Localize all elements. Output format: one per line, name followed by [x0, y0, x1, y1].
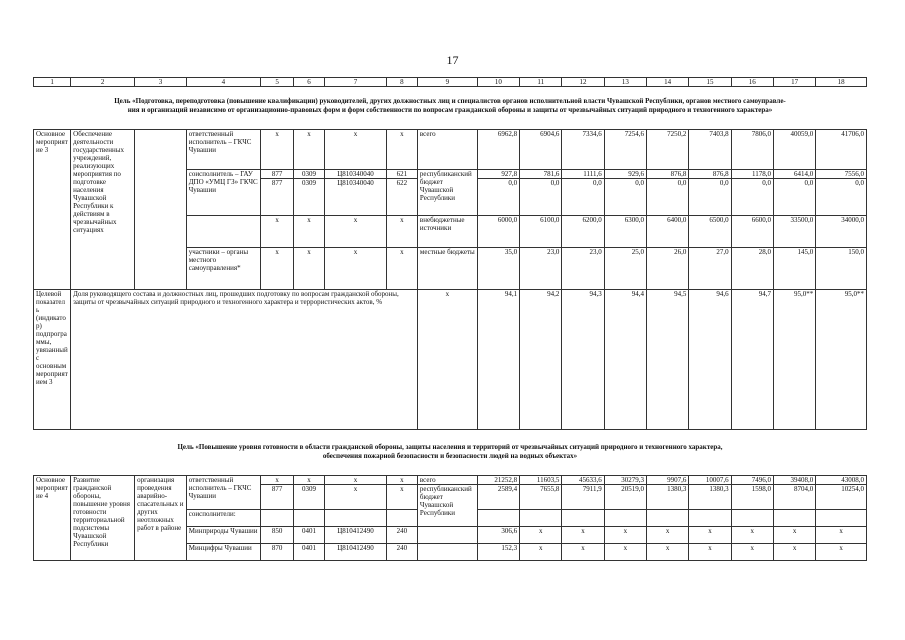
value-cell — [647, 510, 689, 527]
indicator-value-cell: 94,7 — [731, 290, 773, 430]
code-cell: Ц810412490 — [325, 544, 387, 561]
value-cell: 1178,0 — [731, 170, 773, 179]
source-cell: местные бюджеты — [417, 248, 477, 290]
code-cell: x — [294, 248, 325, 290]
value-cell: 7403,8 — [689, 130, 731, 170]
indicator-value-cell: 94,6 — [689, 290, 731, 430]
executor-cell: Минцифры Чувашии — [186, 544, 260, 561]
code-cell: x — [261, 216, 294, 248]
value-cell: 929,6 — [604, 170, 646, 179]
value-cell: 20519,0 — [604, 485, 646, 510]
value-cell: 43008,0 — [816, 476, 867, 485]
source-cell: всего — [417, 476, 477, 485]
code-cell: 870 — [261, 544, 294, 561]
value-cell — [604, 510, 646, 527]
value-cell: 927,8 — [477, 170, 519, 179]
column-number-cell: 11 — [520, 78, 562, 87]
value-cell — [731, 510, 773, 527]
column-number-cell: 14 — [647, 78, 689, 87]
goal-2-line-2: обеспечения пожарной безопасности и безопасности людей на водных объектах» — [322, 452, 578, 460]
main-event-3-table — [33, 129, 867, 430]
value-cell: 7556,0 — [816, 170, 867, 179]
code-cell: x — [325, 476, 387, 485]
code-cell: Ц810340040 — [325, 179, 387, 216]
indicator-value-cell: 94,2 — [520, 290, 562, 430]
event-kind-cell: Основное мероприятие 3 — [34, 130, 71, 290]
value-cell: x — [773, 544, 815, 561]
main-event-4-table — [33, 475, 867, 561]
value-cell: 23,0 — [520, 248, 562, 290]
value-cell: 10254,0 — [816, 485, 867, 510]
value-cell: 7250,2 — [647, 130, 689, 170]
value-cell: 28,0 — [731, 248, 773, 290]
column-number-cell: 4 — [186, 78, 260, 87]
value-cell: 7911,9 — [562, 485, 604, 510]
value-cell: 45633,6 — [562, 476, 604, 485]
value-cell: 7806,0 — [731, 130, 773, 170]
code-cell: 621 — [386, 170, 417, 179]
value-cell: x — [731, 527, 773, 544]
value-cell: 0,0 — [562, 179, 604, 216]
code-cell: x — [386, 216, 417, 248]
value-cell: 7496,0 — [731, 476, 773, 485]
code-cell: 0309 — [294, 485, 325, 510]
source-cell — [417, 544, 477, 561]
code-cell: 0309 — [294, 179, 325, 216]
value-cell: 30279,3 — [604, 476, 646, 485]
value-cell: 40059,0 — [773, 130, 815, 170]
executor-cell — [186, 216, 260, 248]
code-cell: x — [386, 485, 417, 510]
value-cell: x — [604, 527, 646, 544]
value-cell: 6300,0 — [604, 216, 646, 248]
source-cell: республиканский бюджет Чувашской Республики — [417, 485, 477, 527]
value-cell: 150,0 — [816, 248, 867, 290]
value-cell: 306,6 — [477, 527, 519, 544]
event-title-cell: Обеспечение деятельности государственных учреждений, реализующих мероприятия по подготовке населения Чувашской Республики к действиям в чрезвычайных ситуациях — [71, 130, 135, 290]
value-cell: 7655,8 — [520, 485, 562, 510]
source-cell: республиканский бюджет Чувашской Республики — [417, 170, 477, 216]
value-cell: x — [562, 544, 604, 561]
value-cell: 41706,0 — [816, 130, 867, 170]
code-cell — [294, 510, 325, 527]
value-cell: 26,0 — [647, 248, 689, 290]
indicator-value-cell: 94,4 — [604, 290, 646, 430]
code-cell: x — [325, 216, 387, 248]
code-cell: x — [386, 248, 417, 290]
page-number: 17 — [446, 53, 459, 67]
value-cell: 6400,0 — [647, 216, 689, 248]
code-cell: x — [294, 476, 325, 485]
value-cell: 9907,6 — [647, 476, 689, 485]
source-cell: внебюджетные источники — [417, 216, 477, 248]
value-cell: 781,6 — [520, 170, 562, 179]
code-cell: 850 — [261, 527, 294, 544]
value-cell: x — [689, 544, 731, 561]
code-cell: x — [261, 248, 294, 290]
value-cell: x — [773, 527, 815, 544]
goal-heading-2 — [40, 443, 860, 461]
indicator-value-cell: 94,3 — [562, 290, 604, 430]
code-cell: x — [261, 130, 294, 170]
code-cell: x — [294, 130, 325, 170]
value-cell: x — [647, 544, 689, 561]
value-cell: 2589,4 — [477, 485, 519, 510]
value-cell: 7334,6 — [562, 130, 604, 170]
code-cell: 0309 — [294, 170, 325, 179]
column-number-cell: 15 — [689, 78, 731, 87]
executor-cell: Минприроды Чувашии — [186, 527, 260, 544]
value-cell: 11603,5 — [520, 476, 562, 485]
column-number-cell: 12 — [562, 78, 604, 87]
value-cell: 25,0 — [604, 248, 646, 290]
code-cell: 622 — [386, 179, 417, 216]
value-cell: 1598,0 — [731, 485, 773, 510]
code-cell: x — [325, 485, 387, 510]
value-cell — [520, 510, 562, 527]
goal-2-line-1: Цель «Повышение уровня готовности в области гражданской обороны, защиты населения и территорий от чрезвычайных ситуаций природного и техногенного характера, — [177, 443, 723, 451]
value-cell: 152,3 — [477, 544, 519, 561]
value-cell: 10007,6 — [689, 476, 731, 485]
value-cell: 6500,0 — [689, 216, 731, 248]
value-cell: 6962,8 — [477, 130, 519, 170]
value-cell: 876,8 — [689, 170, 731, 179]
value-cell: 1380,3 — [689, 485, 731, 510]
value-cell: 39408,0 — [773, 476, 815, 485]
value-cell: x — [816, 544, 867, 561]
value-cell: x — [731, 544, 773, 561]
value-cell: 0,0 — [731, 179, 773, 216]
value-cell — [773, 510, 815, 527]
column-number-cell: 8 — [386, 78, 417, 87]
code-cell: x — [325, 130, 387, 170]
code-cell: 0401 — [294, 527, 325, 544]
code-cell: x — [294, 216, 325, 248]
code-cell: 877 — [261, 179, 294, 216]
value-cell: 33500,0 — [773, 216, 815, 248]
value-cell: 7254,6 — [604, 130, 646, 170]
executor-cell: соисполнители: — [186, 510, 260, 527]
column-number-cell: 13 — [604, 78, 646, 87]
value-cell: x — [520, 527, 562, 544]
value-cell: 6200,0 — [562, 216, 604, 248]
value-cell: 21252,8 — [477, 476, 519, 485]
code-cell: Ц810340040 — [325, 170, 387, 179]
table-row — [34, 130, 867, 170]
indicator-value-cell: 95,0** — [773, 290, 815, 430]
empty-cell — [135, 130, 187, 290]
value-cell: 0,0 — [604, 179, 646, 216]
code-cell: x — [325, 248, 387, 290]
code-cell: 0401 — [294, 544, 325, 561]
value-cell: 6414,0 — [773, 170, 815, 179]
executor-cell: ответственный исполнитель – ГКЧС Чувашии — [186, 476, 260, 510]
value-cell: 8704,0 — [773, 485, 815, 510]
value-cell: 6100,0 — [520, 216, 562, 248]
column-number-cell: 18 — [816, 78, 867, 87]
column-number-cell: 9 — [417, 78, 477, 87]
code-cell — [386, 510, 417, 527]
value-cell: 876,8 — [647, 170, 689, 179]
column-number-cell: 17 — [773, 78, 815, 87]
value-cell: 6600,0 — [731, 216, 773, 248]
value-cell: 27,0 — [689, 248, 731, 290]
value-cell: 6904,6 — [520, 130, 562, 170]
value-cell: 0,0 — [773, 179, 815, 216]
indicator-text-cell: Доля руководящего состава и должностных лиц, прошедших подготовку по вопросам гражданской обороны, защиты от чрезвычайных ситуаций природного и техногенного характера и террористических актов, % — [71, 290, 418, 430]
indicator-kind-cell: Целевой показатель (индикатор) подпрограммы, увязанный с основным мероприятием 3 — [34, 290, 71, 430]
value-cell: 0,0 — [647, 179, 689, 216]
goal-1-line-1: Цель «Подготовка, переподготовка (повышение квалификации) руководителей, других должностных лиц и специалистов органов исполнительной власти Чувашской Республики, органов местного самоуправле- — [114, 97, 786, 105]
value-cell: x — [604, 544, 646, 561]
indicator-unit-cell: x — [417, 290, 477, 430]
value-cell: 0,0 — [689, 179, 731, 216]
code-cell: 240 — [386, 544, 417, 561]
value-cell: 0,0 — [816, 179, 867, 216]
value-cell — [689, 510, 731, 527]
source-cell: всего — [417, 130, 477, 170]
executor-cell: участники – органы местного самоуправления* — [186, 248, 260, 290]
event-title-cell: Развитие гражданской обороны, повышение уровня готовности территориальной подсистемы Чувашской Республики — [71, 476, 135, 561]
indicator-value-cell: 94,5 — [647, 290, 689, 430]
code-cell: 877 — [261, 170, 294, 179]
column-number-cell: 6 — [294, 78, 325, 87]
source-cell — [417, 527, 477, 544]
value-cell — [477, 510, 519, 527]
code-cell: Ц810412490 — [325, 527, 387, 544]
value-cell: x — [647, 527, 689, 544]
code-cell: x — [386, 476, 417, 485]
value-cell: 1111,6 — [562, 170, 604, 179]
value-cell: 0,0 — [477, 179, 519, 216]
column-number-cell: 2 — [71, 78, 135, 87]
indicator-row — [34, 290, 867, 430]
value-cell: x — [562, 527, 604, 544]
value-cell: 34000,0 — [816, 216, 867, 248]
code-cell — [261, 510, 294, 527]
column-number-header — [33, 77, 867, 87]
column-number-cell: 3 — [135, 78, 187, 87]
header-row — [34, 78, 867, 87]
indicator-value-cell: 95,0** — [816, 290, 867, 430]
goal-heading-1 — [40, 97, 860, 115]
column-number-cell: 16 — [731, 78, 773, 87]
value-cell: 6000,0 — [477, 216, 519, 248]
code-cell — [325, 510, 387, 527]
code-cell: 877 — [261, 485, 294, 510]
table-row — [34, 476, 867, 485]
executor-cell: соисполнитель – ГАУ ДПО «УМЦ ГЗ» ГКЧС Чувашии — [186, 170, 260, 216]
column-number-cell: 1 — [34, 78, 71, 87]
column-number-cell: 7 — [325, 78, 387, 87]
column-number-cell: 10 — [477, 78, 519, 87]
value-cell: 23,0 — [562, 248, 604, 290]
goal-1-line-2: ния и организаций независимо от организационно-правовых форм и форм собственности по вопросам гражданской обороны и защиты от чрезвычайных ситуаций природного и техногенного характера» — [127, 106, 773, 114]
value-cell: 145,0 — [773, 248, 815, 290]
value-cell: 35,0 — [477, 248, 519, 290]
event-kind-cell: Основное мероприятие 4 — [34, 476, 71, 561]
indicator-value-cell: 94,1 — [477, 290, 519, 430]
code-cell: 240 — [386, 527, 417, 544]
event-direction-cell: организация проведения аварийно-спасательных и других неотложных работ в районе — [135, 476, 187, 561]
value-cell: x — [520, 544, 562, 561]
executor-cell: ответственный исполнитель – ГКЧС Чувашии — [186, 130, 260, 170]
code-cell: x — [261, 476, 294, 485]
code-cell: x — [386, 130, 417, 170]
value-cell: 0,0 — [520, 179, 562, 216]
value-cell — [562, 510, 604, 527]
value-cell: 1380,3 — [647, 485, 689, 510]
value-cell — [816, 510, 867, 527]
value-cell: x — [816, 527, 867, 544]
value-cell: x — [689, 527, 731, 544]
column-number-cell: 5 — [261, 78, 294, 87]
